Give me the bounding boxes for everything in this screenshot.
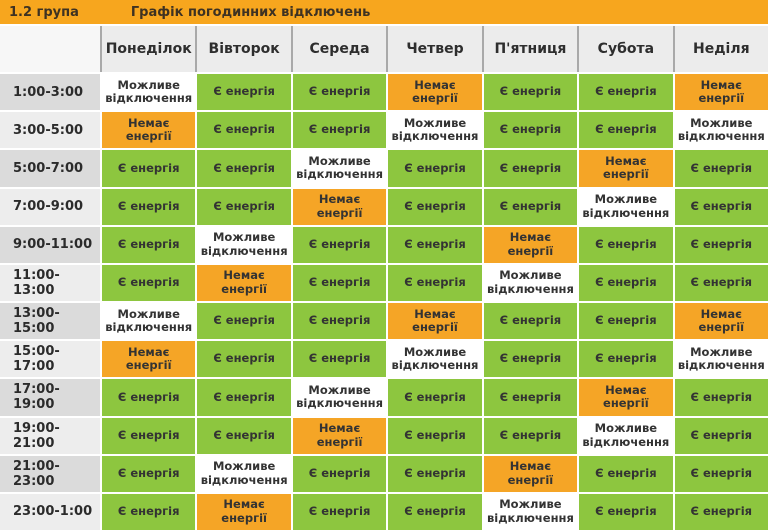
status-cell-on: Є енергія [102, 265, 195, 301]
status-cell-off: Немає енергії [293, 189, 386, 225]
status-cell-on: Є енергія [197, 379, 290, 415]
status-cell-possible: Можливе відключення [293, 379, 386, 415]
status-cell-off: Немає енергії [675, 74, 768, 110]
status-cell-on: Є енергія [293, 456, 386, 492]
status-cell-on: Є енергія [388, 189, 481, 225]
status-cell-on: Є енергія [388, 227, 481, 263]
status-cell-on: Є енергія [293, 227, 386, 263]
status-cell-on: Є енергія [102, 494, 195, 530]
status-cell-on: Є енергія [484, 303, 577, 339]
status-cell-possible: Можливе відключення [197, 456, 290, 492]
status-cell-on: Є енергія [675, 418, 768, 454]
status-cell-on: Є енергія [675, 150, 768, 186]
day-header-2: Вівторок [197, 26, 290, 72]
status-cell-on: Є енергія [293, 494, 386, 530]
status-cell-on: Є енергія [197, 418, 290, 454]
status-cell-on: Є енергія [102, 456, 195, 492]
status-cell-off: Немає енергії [197, 265, 290, 301]
status-cell-off: Немає енергії [388, 303, 481, 339]
status-cell-off: Немає енергії [484, 456, 577, 492]
day-header-4: Четвер [388, 26, 481, 72]
status-cell-on: Є енергія [579, 303, 672, 339]
status-cell-possible: Можливе відключення [293, 150, 386, 186]
status-cell-on: Є енергія [579, 494, 672, 530]
status-cell-on: Є енергія [675, 456, 768, 492]
status-cell-off: Немає енергії [388, 74, 481, 110]
status-cell-on: Є енергія [388, 494, 481, 530]
schedule-grid [0, 26, 768, 530]
status-cell-on: Є енергія [197, 189, 290, 225]
status-cell-possible: Можливе відключення [388, 341, 481, 377]
status-cell-on: Є енергія [197, 150, 290, 186]
status-cell-possible: Можливе відключення [102, 303, 195, 339]
status-cell-on: Є енергія [102, 379, 195, 415]
status-cell-on: Є енергія [675, 189, 768, 225]
status-cell-on: Є енергія [579, 456, 672, 492]
day-header-7: Неділя [675, 26, 768, 72]
status-cell-on: Є енергія [102, 189, 195, 225]
time-label: 13:00-15:00 [0, 303, 100, 339]
status-cell-on: Є енергія [675, 379, 768, 415]
status-cell-on: Є енергія [579, 112, 672, 148]
status-cell-off: Немає енергії [675, 303, 768, 339]
status-cell-on: Є енергія [293, 341, 386, 377]
time-label: 21:00-23:00 [0, 456, 100, 492]
status-cell-possible: Можливе відключення [675, 341, 768, 377]
status-cell-off: Немає енергії [102, 112, 195, 148]
status-cell-on: Є енергія [579, 265, 672, 301]
status-cell-on: Є енергія [197, 74, 290, 110]
status-cell-on: Є енергія [388, 150, 481, 186]
time-label: 23:00-1:00 [0, 494, 100, 530]
status-cell-off: Немає енергії [293, 418, 386, 454]
status-cell-on: Є енергія [579, 227, 672, 263]
day-header-1: Понеділок [102, 26, 195, 72]
time-label: 3:00-5:00 [0, 112, 100, 148]
status-cell-possible: Можливе відключення [388, 112, 481, 148]
day-header-6: Субота [579, 26, 672, 72]
status-cell-on: Є енергія [675, 265, 768, 301]
time-label: 17:00-19:00 [0, 379, 100, 415]
status-cell-off: Немає енергії [579, 379, 672, 415]
status-cell-on: Є енергія [675, 227, 768, 263]
corner-cell [0, 26, 100, 72]
status-cell-possible: Можливе відключення [102, 74, 195, 110]
status-cell-on: Є енергія [484, 379, 577, 415]
status-cell-on: Є енергія [293, 112, 386, 148]
status-cell-on: Є енергія [484, 150, 577, 186]
status-cell-on: Є енергія [102, 150, 195, 186]
time-label: 11:00-13:00 [0, 265, 100, 301]
status-cell-on: Є енергія [197, 303, 290, 339]
time-label: 1:00-3:00 [0, 74, 100, 110]
status-cell-on: Є енергія [102, 227, 195, 263]
status-cell-on: Є енергія [388, 379, 481, 415]
status-cell-possible: Можливе відключення [579, 418, 672, 454]
status-cell-on: Є енергія [579, 341, 672, 377]
status-cell-on: Є енергія [484, 112, 577, 148]
status-cell-off: Немає енергії [197, 494, 290, 530]
status-cell-on: Є енергія [197, 341, 290, 377]
status-cell-off: Немає енергії [484, 227, 577, 263]
status-cell-on: Є енергія [675, 494, 768, 530]
status-cell-on: Є енергія [293, 74, 386, 110]
status-cell-possible: Можливе відключення [197, 227, 290, 263]
status-cell-on: Є енергія [388, 265, 481, 301]
time-label: 15:00-17:00 [0, 341, 100, 377]
schedule-title: Графік погодинних відключень [130, 4, 371, 20]
status-cell-possible: Можливе відключення [675, 112, 768, 148]
time-label: 19:00-21:00 [0, 418, 100, 454]
status-cell-off: Немає енергії [579, 150, 672, 186]
topbar [0, 0, 768, 24]
status-cell-on: Є енергія [484, 418, 577, 454]
day-header-5: П'ятниця [484, 26, 577, 72]
status-cell-on: Є енергія [484, 341, 577, 377]
status-cell-on: Є енергія [102, 418, 195, 454]
status-cell-on: Є енергія [579, 74, 672, 110]
status-cell-possible: Можливе відключення [484, 494, 577, 530]
time-label: 9:00-11:00 [0, 227, 100, 263]
status-cell-on: Є енергія [293, 265, 386, 301]
status-cell-on: Є енергія [388, 418, 481, 454]
status-cell-on: Є енергія [293, 303, 386, 339]
status-cell-possible: Можливе відключення [484, 265, 577, 301]
status-cell-possible: Можливе відключення [579, 189, 672, 225]
status-cell-on: Є енергія [484, 189, 577, 225]
status-cell-on: Є енергія [197, 112, 290, 148]
group-label: 1.2 група [9, 4, 79, 20]
time-label: 7:00-9:00 [0, 189, 100, 225]
day-header-3: Середа [293, 26, 386, 72]
time-label: 5:00-7:00 [0, 150, 100, 186]
status-cell-on: Є енергія [388, 456, 481, 492]
status-cell-off: Немає енергії [102, 341, 195, 377]
status-cell-on: Є енергія [484, 74, 577, 110]
